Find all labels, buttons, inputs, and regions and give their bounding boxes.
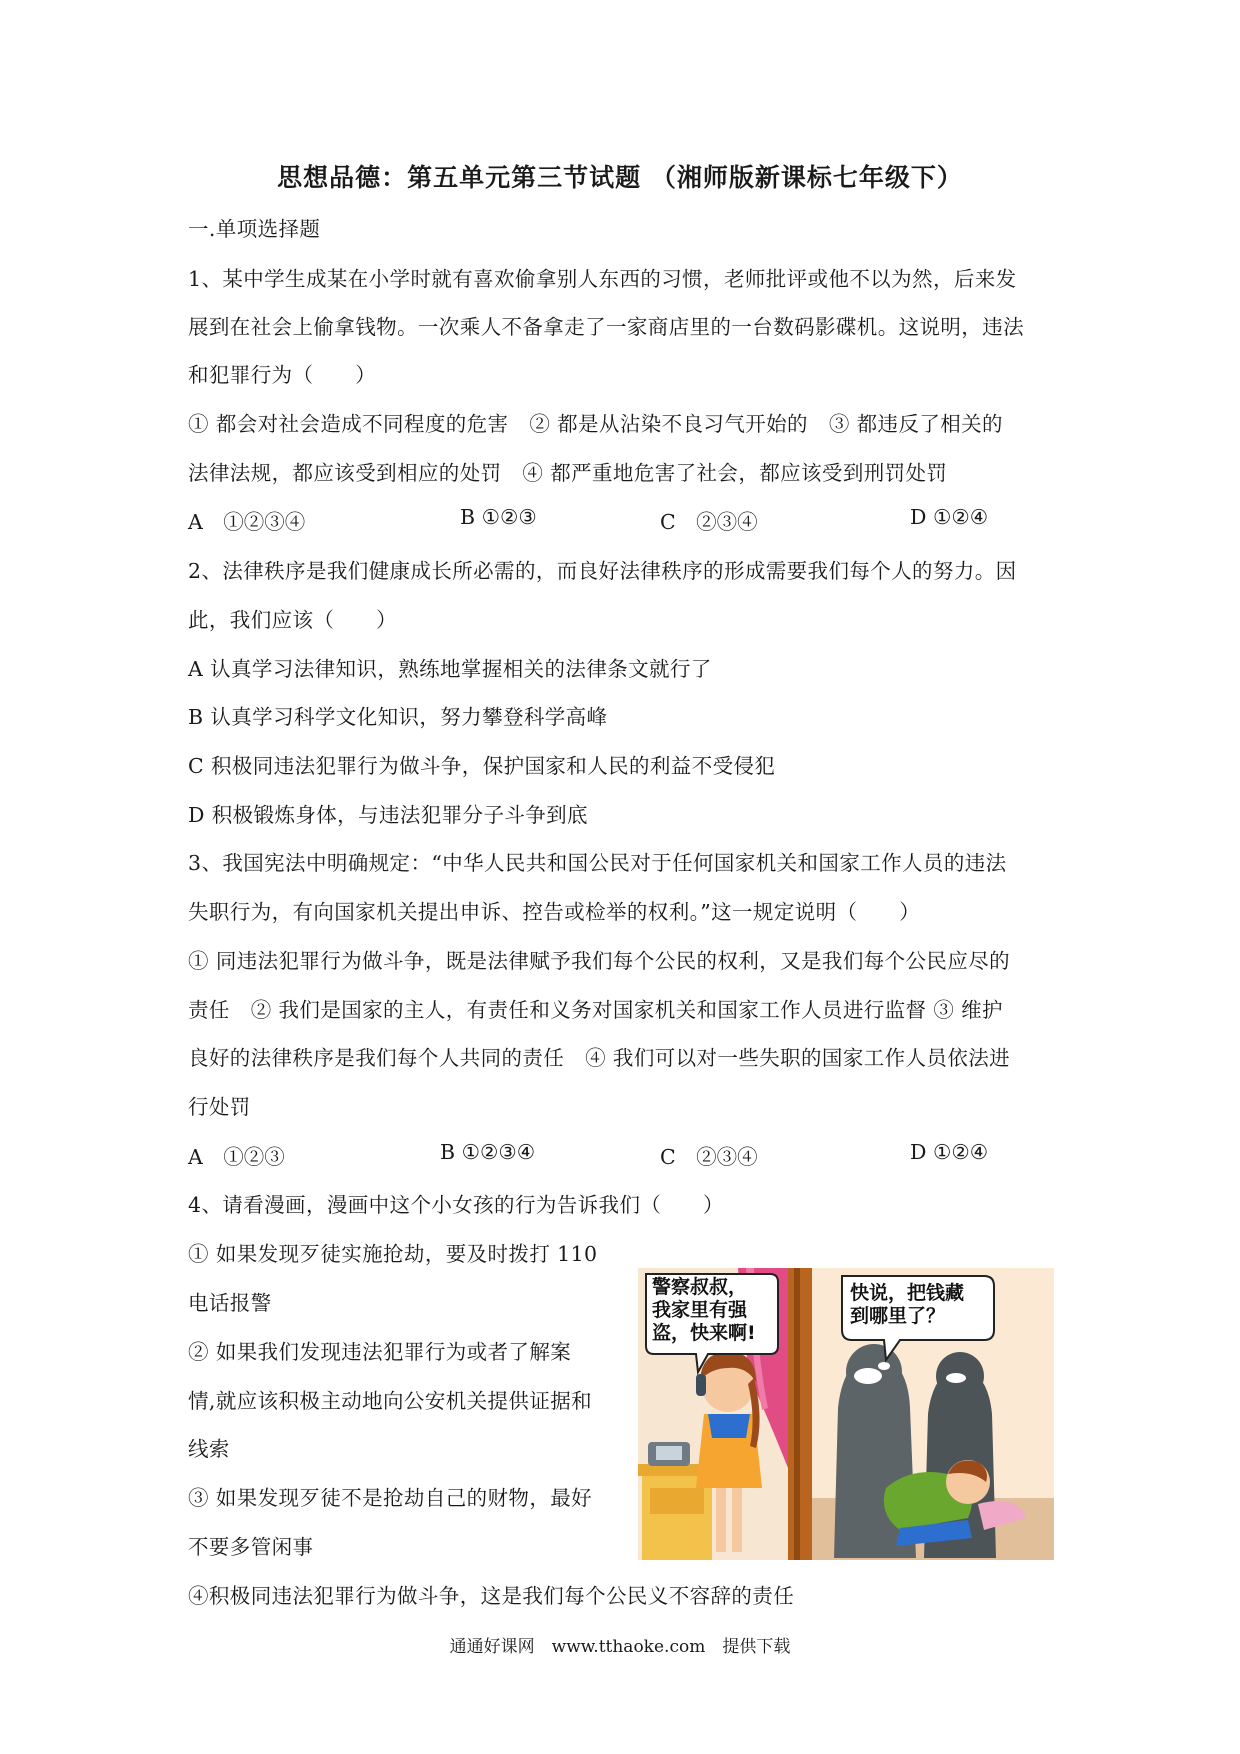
q3-option-a[interactable]: A ①②③ xyxy=(188,1145,285,1169)
q2-option-d[interactable]: D 积极锻炼身体，与违法犯罪分子斗争到底 xyxy=(188,803,588,827)
q3-option-b[interactable]: B ①②③④ xyxy=(440,1140,536,1164)
q3-line: ① 同违法犯罪行为做斗争，既是法律赋予我们每个公民的权利，又是我们每个公民应尽的 xyxy=(188,949,1011,973)
q4-line: 不要多管闲事 xyxy=(188,1535,314,1559)
q4-line: 线索 xyxy=(188,1437,230,1461)
q1-option-b[interactable]: B ①②③ xyxy=(460,505,537,529)
q3-line: 失职行为，有向国家机关提出申诉、控告或检举的权利。”这一规定说明（ ） xyxy=(188,900,921,924)
q3-line: 责任 ② 我们是国家的主人，有责任和义务对国家机关和国家工作人员进行监督 ③ 维护 xyxy=(188,998,1003,1022)
section-heading: 一.单项选择题 xyxy=(188,217,321,241)
q4-line: ④积极同违法犯罪行为做斗争，这是我们每个公民义不容辞的责任 xyxy=(188,1584,795,1608)
q1-line: 1、某中学生成某在小学时就有喜欢偷拿别人东西的习惯，老师批评或他不以为然，后来发 xyxy=(188,267,1017,291)
q3-option-c[interactable]: C ②③④ xyxy=(660,1145,758,1169)
q1-line: 和犯罪行为（ ） xyxy=(188,363,377,387)
page-title: 思想品德：第五单元第三节试题 （湘师版新课标七年级下） xyxy=(277,163,963,192)
q4-line: 电话报警 xyxy=(188,1291,272,1315)
q4-line: 4、请看漫画，漫画中这个小女孩的行为告诉我们（ ） xyxy=(188,1193,724,1217)
q4-line: ② 如果我们发现违法犯罪行为或者了解案 xyxy=(188,1340,572,1364)
q1-option-a[interactable]: A ①②③④ xyxy=(188,510,306,534)
q2-option-a[interactable]: A 认真学习法律知识，熟练地掌握相关的法律条文就行了 xyxy=(188,657,712,681)
comic-illustration xyxy=(638,1268,1054,1560)
q4-line: ① 如果发现歹徒实施抢劫，要及时拨打 110 xyxy=(188,1242,598,1266)
q1-line: 法律法规，都应该受到相应的处罚 ④ 都严重地危害了社会，都应该受到刑罚处罚 xyxy=(188,461,948,485)
q3-option-d[interactable]: D ①②④ xyxy=(910,1140,989,1164)
comic-bubble-left: 警察叔叔， 我家里有强 盗，快来啊! xyxy=(652,1276,756,1344)
q3-line: 行处罚 xyxy=(188,1095,251,1119)
comic-bubble-right: 快说，把钱藏 到哪里了？ xyxy=(850,1282,965,1327)
q2-option-c[interactable]: C 积极同违法犯罪行为做斗争，保护国家和人民的利益不受侵犯 xyxy=(188,754,776,778)
q1-option-c[interactable]: C ②③④ xyxy=(660,510,758,534)
q2-line: 此，我们应该（ ） xyxy=(188,608,397,632)
q4-line: ③ 如果发现歹徒不是抢劫自己的财物，最好 xyxy=(188,1486,593,1510)
q1-option-d[interactable]: D ①②④ xyxy=(910,505,989,529)
q2-option-b[interactable]: B 认真学习科学文化知识，努力攀登科学高峰 xyxy=(188,705,608,729)
q1-line: ① 都会对社会造成不同程度的危害 ② 都是从沾染不良习气开始的 ③ 都违反了相关的 xyxy=(188,412,1003,436)
q3-line: 3、我国宪法中明确规定：“中华人民共和国公民对于任何国家机关和国家工作人员的违法 xyxy=(188,851,1007,875)
q1-line: 展到在社会上偷拿钱物。一次乘人不备拿走了一家商店里的一台数码影碟机。这说明，违法 xyxy=(188,315,1024,339)
q3-line: 良好的法律秩序是我们每个人共同的责任 ④ 我们可以对一些失职的国家工作人员依法进 xyxy=(188,1046,1011,1070)
q2-line: 2、法律秩序是我们健康成长所必需的，而良好法律秩序的形成需要我们每个人的努力。因 xyxy=(188,559,1017,583)
q4-line: 情,就应该积极主动地向公安机关提供证据和 xyxy=(188,1389,593,1413)
page-footer: 通通好课网 www.tthaoke.com 提供下载 xyxy=(449,1637,791,1657)
